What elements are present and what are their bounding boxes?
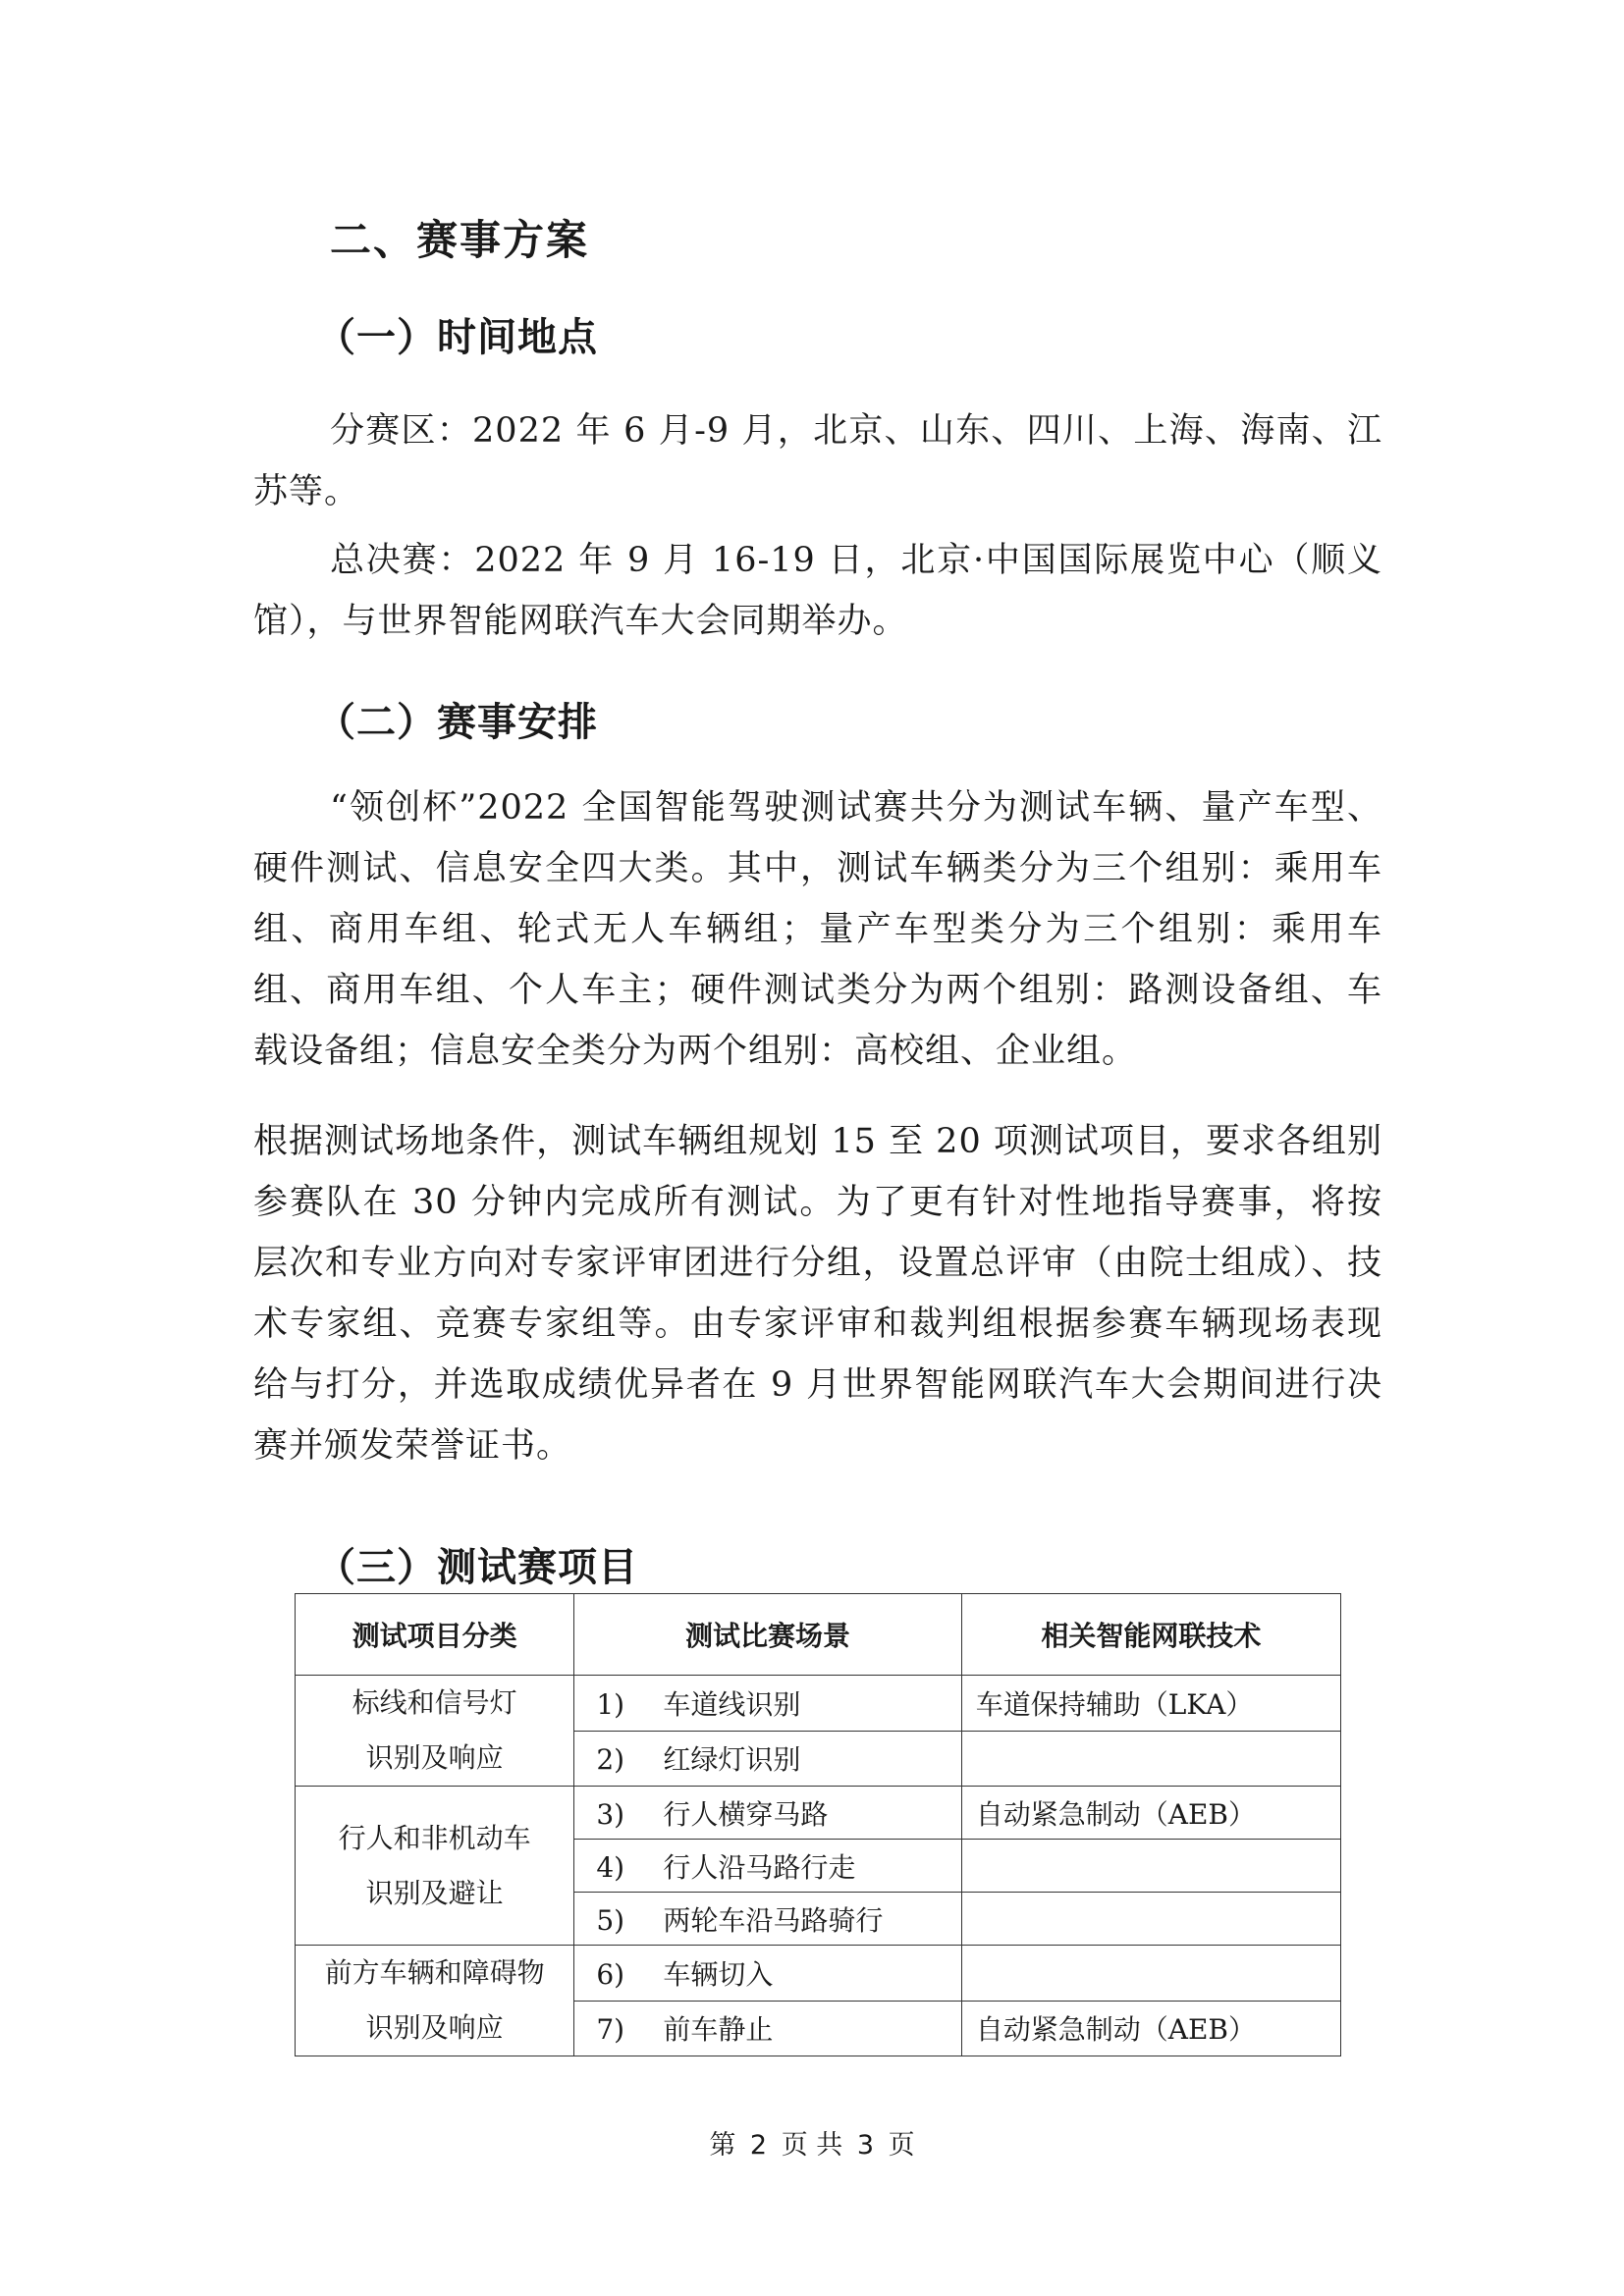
scene-cell: [574, 1840, 961, 1893]
para-arrangement-body: “领创杯”2022 全国智能驾驶测试赛共分为测试车辆、量产车型、硬件测试、信息安全四大类。其中，测试车辆类分为三个组别：乘用车组、商用车组、轮式无人车辆组；量产车型类分为三个组别：乘用车组、商用车组、个人车主；硬件测试类分为两个组别：路测设备组、车载设备组；信息安全类分为两个组别：高校组、企业组。: [253, 788, 1382, 1071]
scene-label: 两轮车沿马路骑行: [663, 1903, 884, 1937]
scene-cell: [574, 1676, 961, 1732]
scene-label: 前车静止: [663, 2013, 774, 2047]
scene-number: 2): [596, 1743, 625, 1777]
scene-number: 4): [596, 1850, 625, 1884]
heading-projects: （三）测试赛项目: [316, 1544, 638, 1590]
section-title: 二、赛事方案: [330, 216, 590, 264]
scene-cell: [574, 1787, 961, 1840]
category-line: 标线和信号灯: [352, 1686, 517, 1719]
tech-cell: 自动紧急制动（AEB）: [961, 1787, 1340, 1840]
scene-number: 7): [596, 2013, 625, 2047]
page-number-current: 2: [749, 2130, 768, 2161]
heading-arrangement: （二）赛事安排: [316, 699, 598, 745]
category-line: 识别及响应: [365, 1741, 504, 1774]
contest-projects-table: [295, 1593, 1341, 2056]
page-footer: [0, 2123, 1624, 2162]
column-header: 测试项目分类: [296, 1594, 574, 1676]
heading-time-place: （一）时间地点: [316, 314, 598, 360]
scene-number: 6): [596, 1957, 625, 1991]
scene-number: 1): [596, 1687, 625, 1721]
footer-prefix: 第: [709, 2130, 736, 2161]
scene-cell: [574, 1893, 961, 1946]
table-header-row: [296, 1594, 1341, 1676]
scene-number: 3): [596, 1797, 625, 1831]
category-line: 前方车辆和障碍物: [324, 1956, 545, 1989]
scene-label: 行人沿马路行走: [663, 1850, 856, 1884]
tech-cell: 自动紧急制动（AEB）: [961, 2001, 1340, 2056]
table-row: [296, 1676, 1341, 1732]
category-line: 识别及响应: [365, 2011, 504, 2044]
tech-cell: [961, 1840, 1340, 1893]
category-line: 行人和非机动车: [338, 1821, 531, 1854]
scene-label: 车道线识别: [663, 1687, 801, 1721]
para-arrangement-body2: 根据测试场地条件，测试车辆组规划 15 至 20 项测试项目，要求各组别参赛队在 30 分钟内完成所有测试。为了更有针对性地指导赛事，将按层次和专业方向对专家评审团进行分组，设置总评审（由院士组成）、技术专家组、竞赛专家组等。由专家评审和裁判组根据参赛车辆现场表现给与打分，并选取成绩优异者在 9 月世界智能网联汽车大会期间进行决赛并颁发荣誉证书。: [253, 1122, 1382, 1466]
column-header: 测试比赛场景: [574, 1594, 961, 1676]
scene-label: 车辆切入: [663, 1957, 774, 1991]
scene-cell: [574, 2001, 961, 2056]
scene-cell: [574, 1731, 961, 1787]
category-cell: [296, 1946, 574, 2056]
category-line: 识别及避让: [365, 1876, 504, 1909]
page-number-total: 3: [856, 2130, 875, 2161]
table-row: [296, 1787, 1341, 1840]
tech-cell: [961, 1893, 1340, 1946]
para-sub-division: 分赛区：2022 年 6 月-9 月，北京、山东、四川、上海、海南、江苏等。: [253, 411, 1382, 511]
footer-middle: 页 共: [781, 2130, 843, 2161]
column-header: 相关智能网联技术: [961, 1594, 1340, 1676]
scene-label: 行人横穿马路: [663, 1797, 829, 1831]
tech-cell: 车道保持辅助（LKA）: [961, 1676, 1340, 1732]
table-row: [296, 1946, 1341, 2002]
scene-label: 红绿灯识别: [663, 1743, 801, 1777]
category-cell: [296, 1787, 574, 1946]
scene-cell: [574, 1946, 961, 2002]
para-final: 总决赛：2022 年 9 月 16-19 日，北京·中国国际展览中心（顺义馆），与世界智能网联汽车大会同期举办。: [253, 541, 1382, 641]
scene-number: 5): [596, 1903, 625, 1937]
footer-suffix: 页: [888, 2130, 915, 2161]
category-cell: [296, 1676, 574, 1787]
tech-cell: [961, 1946, 1340, 2002]
tech-cell: [961, 1731, 1340, 1787]
